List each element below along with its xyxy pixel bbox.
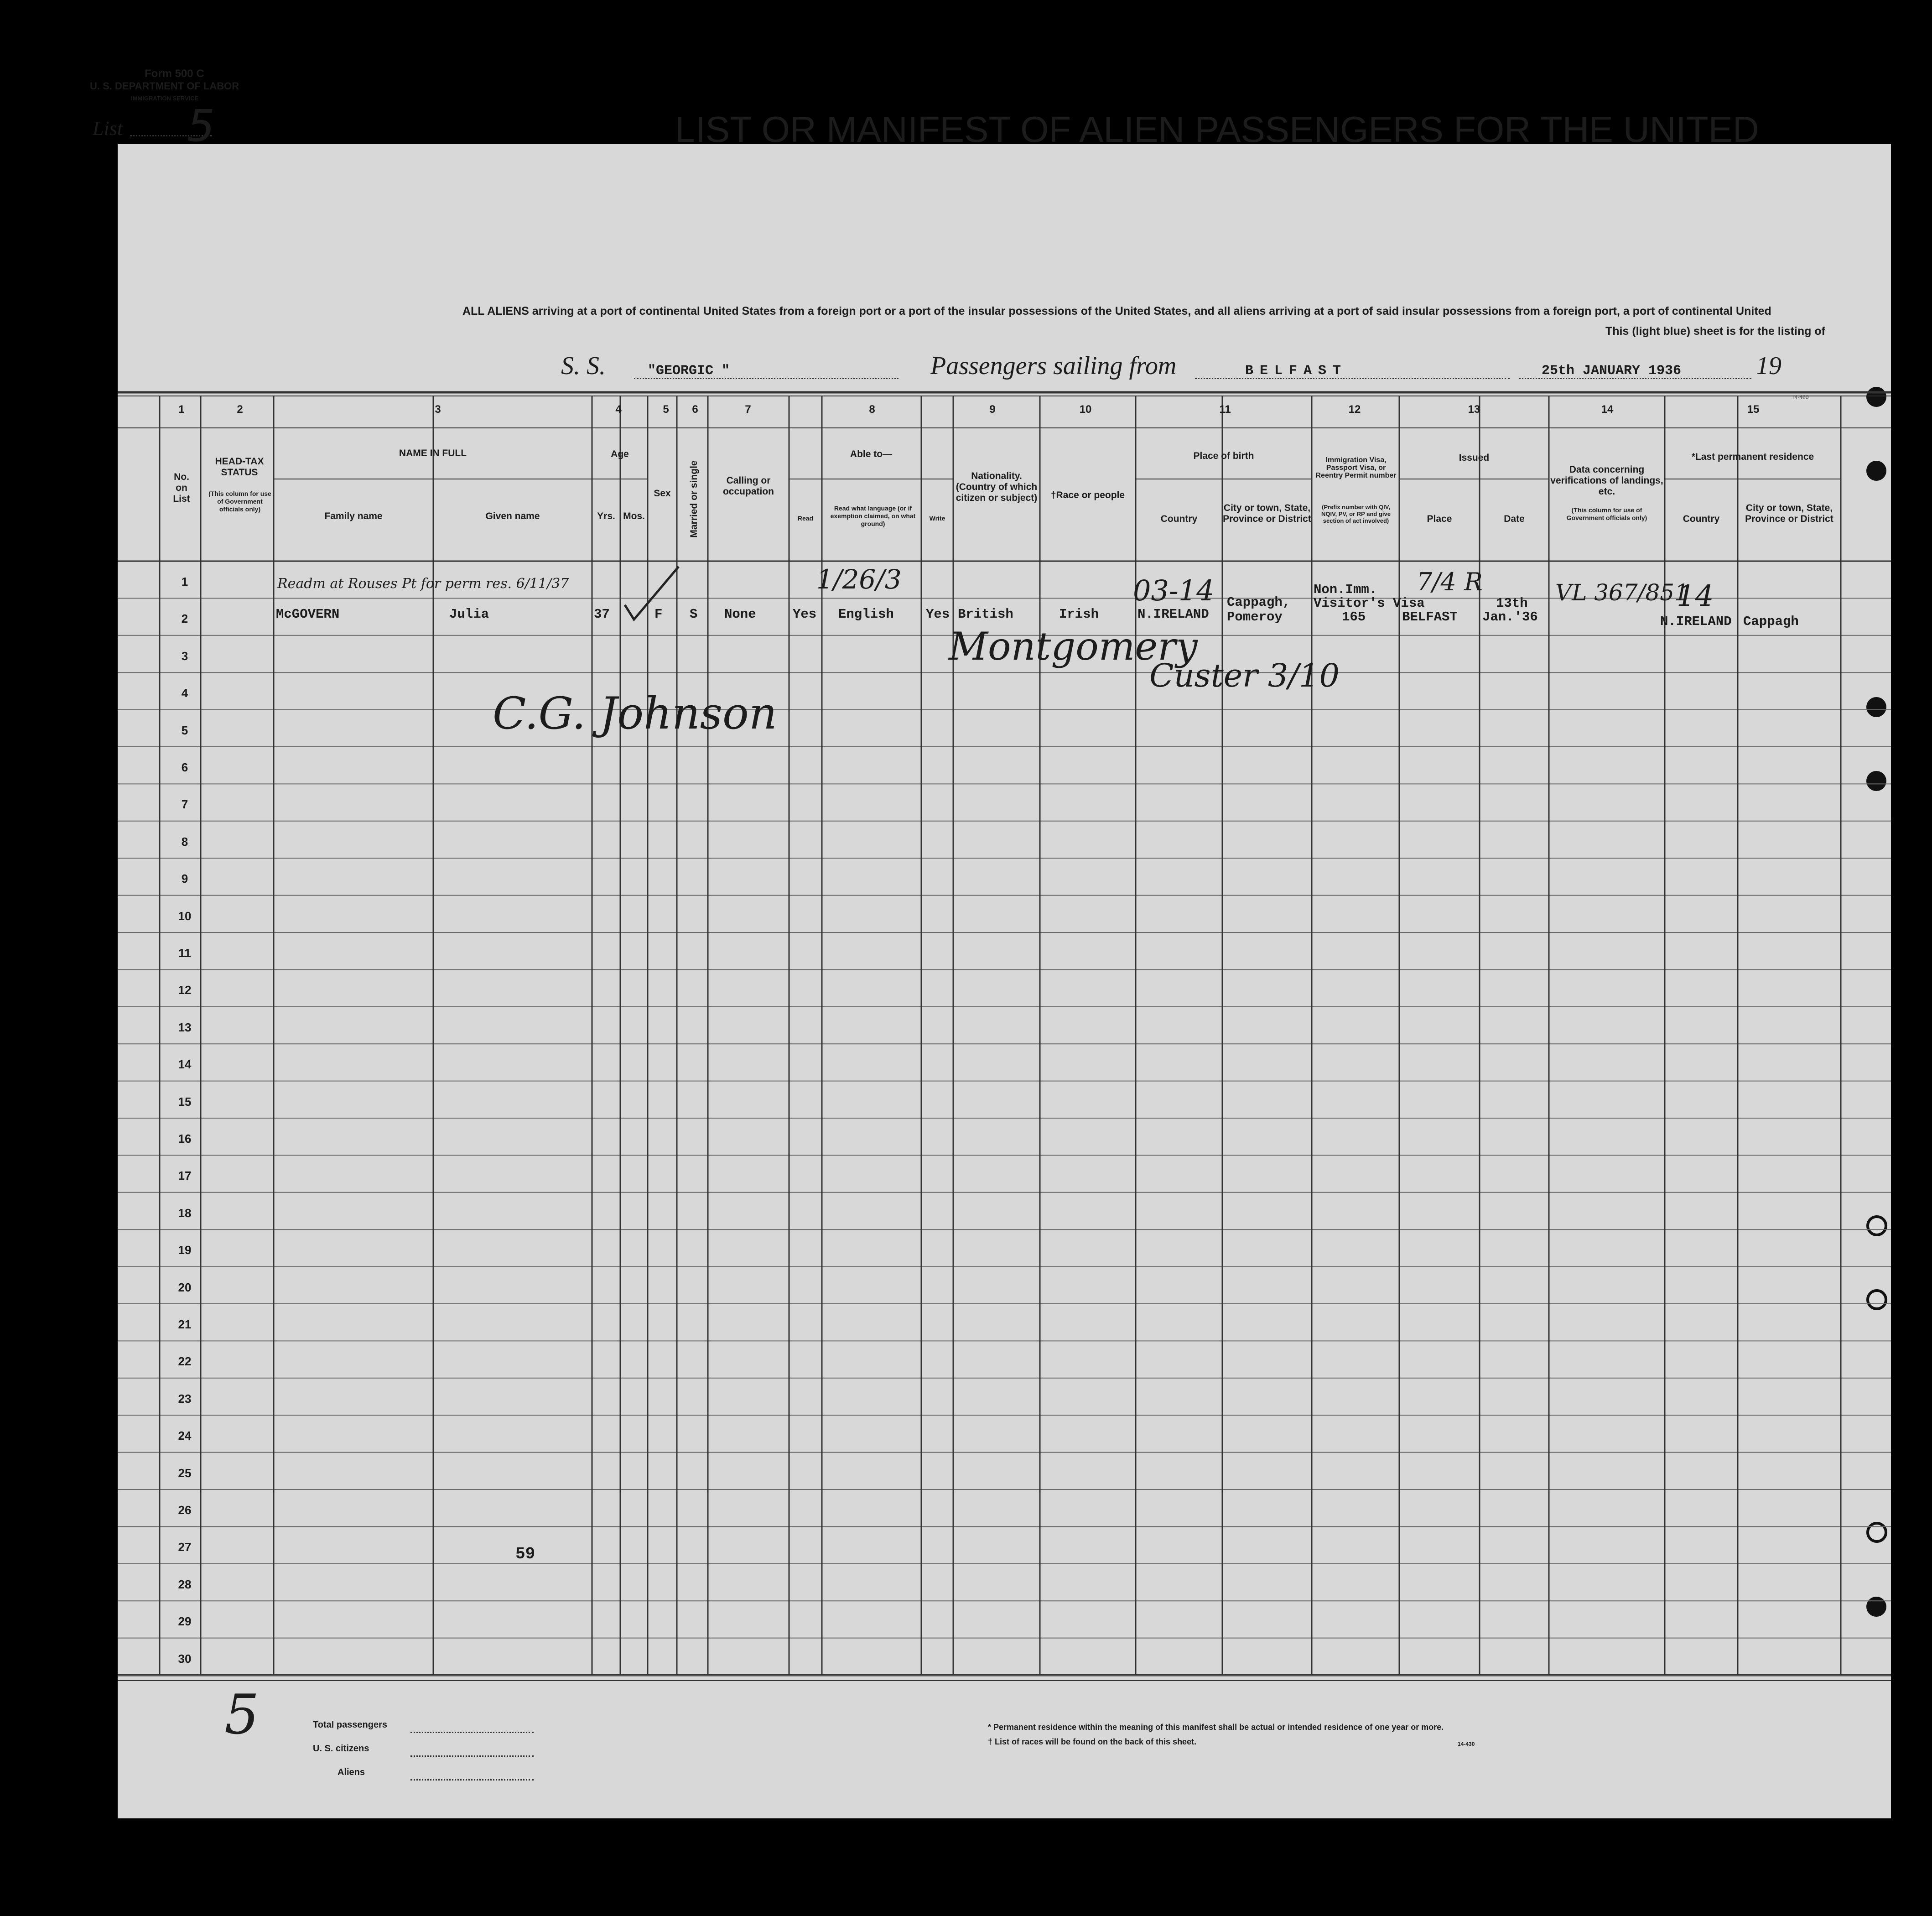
col-header-read: Read (797, 515, 814, 522)
col-num-7: 7 (745, 403, 751, 416)
row-number: 25 (178, 1466, 192, 1480)
list-label: List (93, 117, 123, 140)
family-name-cell: McGOVERN (276, 607, 340, 622)
verification-handwritten-note: VL 367/851 (1555, 579, 1689, 606)
issued-date-cell-2: Jan.'36 (1482, 609, 1538, 625)
us-citizens-label: U. S. citizens (313, 1744, 369, 1754)
issued-handwritten-note: 7/4 R (1417, 568, 1483, 596)
row-number: 13 (178, 1020, 192, 1034)
row-number: 28 (178, 1577, 192, 1591)
total-passengers-line (410, 1732, 534, 1733)
issued-place-cell: BELFAST (1402, 609, 1458, 625)
col-header-age: Age (611, 449, 629, 459)
row-number: 1 (181, 575, 188, 588)
row-number: 30 (178, 1651, 192, 1666)
footer-code: 14-430 (1458, 1741, 1475, 1747)
col-header-birth-country: Country (1160, 514, 1198, 524)
sailing-date: 25th JANUARY 1936 (1542, 363, 1682, 379)
race-cell: Irish (1059, 607, 1099, 622)
instruction-line-2: This (light blue) sheet is for the listing of (1605, 325, 1825, 338)
row-number: 21 (178, 1317, 192, 1331)
ss-label: S. S. (561, 352, 606, 380)
residence-handwritten-note: 14 (1677, 579, 1714, 613)
form-number: Form 500 C (145, 68, 204, 80)
footnote-residence: * Permanent residence within the meaning of this manifest shall be actual or intended residence of one year or more. (988, 1723, 1444, 1732)
row-number: 9 (181, 872, 188, 886)
row-number: 14 (178, 1057, 192, 1072)
col-header-able: Able to— (850, 449, 893, 459)
row-number: 15 (178, 1094, 192, 1109)
col-num-13: 13 (1468, 403, 1480, 416)
visa-cell-3: 165 (1342, 609, 1366, 625)
service-name: IMMIGRATION SERVICE (131, 95, 199, 102)
language-handwritten-note: 1/26/3 (816, 564, 902, 595)
col-header-given-name: Given name (485, 511, 540, 521)
col-header-headtax: HEAD-TAX STATUS (215, 456, 264, 478)
list-number: 5 (187, 100, 215, 151)
footer-handwritten-mark: 5 (224, 1683, 260, 1747)
col-header-visa-note: (Prefix number with QIV, NQIV, PV, or RP and give section of act involved) (1321, 504, 1391, 524)
ship-name: "GEORGIC " (648, 363, 730, 379)
department-name: U. S. DEPARTMENT OF LABOR (90, 80, 239, 92)
signature-custer: Custer 3/10 (1149, 657, 1340, 694)
row-number: 16 (178, 1132, 192, 1145)
col-num-3: 3 (435, 403, 441, 416)
col-header-write: Write (929, 515, 945, 522)
row-number: 27 (178, 1540, 192, 1554)
col-num-12: 12 (1348, 403, 1361, 416)
col-header-birth-city: City or town, State, Province or District (1223, 503, 1311, 524)
col-num-15: 15 (1747, 403, 1760, 416)
col-header-nationality: Nationality. (Country of which citizen or subject) (956, 471, 1038, 503)
row-number: 5 (181, 723, 188, 737)
year-prefix: 19 (1756, 352, 1781, 380)
col-header-age-yrs: Yrs. (597, 511, 615, 521)
age-yrs-cell: 37 (594, 607, 610, 622)
col-num-6: 6 (692, 403, 698, 416)
total-passengers-label: Total passengers (313, 1720, 388, 1730)
col-num-2: 2 (237, 403, 243, 416)
row-number: 24 (178, 1429, 192, 1443)
col-header-married: Married or single (689, 460, 699, 538)
row-number: 10 (178, 909, 192, 923)
col-header-issued-place: Place (1427, 514, 1452, 524)
row-number: 2 (181, 612, 188, 626)
signature-montgomery: Montgomery (949, 624, 1198, 669)
birth-city-cell-1: Cappagh, (1227, 595, 1291, 610)
write-cell: Yes (926, 607, 950, 622)
col-header-verification-note: (This column for use of Government officials only) (1566, 506, 1647, 521)
issued-date-cell-1: 13th (1496, 596, 1528, 611)
row-number: 12 (178, 983, 192, 997)
col-header-visa: Immigration Visa, Passport Visa, or Reentry Permit number (1315, 456, 1397, 479)
birth-handwritten-note: 03-14 (1133, 574, 1215, 607)
col-header-verification: Data concerning verifications of landings, etc. (1550, 464, 1663, 497)
row-number: 3 (181, 649, 188, 663)
col-num-8: 8 (869, 403, 875, 416)
col-header-occupation: Calling or occupation (722, 475, 774, 497)
read-cell: Yes (793, 607, 817, 622)
row-number: 11 (178, 946, 191, 960)
col-header-res-country: Country (1683, 514, 1720, 524)
col-header-family-name: Family name (324, 511, 383, 521)
corner-code: 14-460 (1792, 394, 1809, 401)
col-num-4: 4 (615, 403, 622, 416)
row-number: 17 (178, 1169, 192, 1183)
occupation-cell: None (724, 607, 756, 622)
col-num-5: 5 (663, 403, 669, 416)
row28-note: 59 (515, 1545, 535, 1563)
col-num-9: 9 (989, 403, 996, 416)
given-name-cell: Julia (449, 607, 489, 622)
row-number: 7 (181, 797, 188, 812)
birth-country-cell: N.IRELAND (1137, 607, 1209, 622)
col-header-last-residence: *Last permanent residence (1691, 452, 1814, 462)
col-header-headtax-note: (This column for use of Government officials only) (208, 490, 271, 513)
residence-city-cell: Cappagh (1743, 614, 1799, 629)
col-header-name: NAME IN FULL (399, 448, 467, 458)
col-header-res-city: City or town, State, Province or District (1745, 503, 1833, 524)
col-num-14: 14 (1601, 403, 1614, 416)
col-header-read-language: Read what language (or if exemption claimed, on what ground) (830, 505, 916, 527)
col-num-1: 1 (178, 403, 185, 416)
row-number: 26 (178, 1503, 192, 1517)
row-number: 19 (178, 1243, 192, 1257)
aliens-label: Aliens (338, 1767, 365, 1777)
port-name: BELFAST (1245, 363, 1348, 379)
row-number: 6 (181, 760, 188, 774)
instruction-line-1: ALL ALIENS arriving at a port of continental United States from a foreign port or a port of the insular possessions of the United States, and all aliens arriving at a port of said insular possessions from a foreign port, a port of continental United (462, 305, 1771, 318)
col-num-11: 11 (1219, 403, 1231, 416)
language-cell: English (838, 607, 894, 622)
col-num-10: 10 (1079, 403, 1092, 416)
col-header-age-mos: Mos. (623, 511, 645, 521)
col-header-birthplace: Place of birth (1193, 451, 1254, 461)
nationality-cell: British (958, 607, 1013, 622)
sailing-label: Passengers sailing from (930, 352, 1177, 380)
col-header-sex: Sex (654, 488, 671, 499)
row-number: 29 (178, 1614, 192, 1629)
visa-cell-2: Visitor's Visa (1314, 596, 1425, 611)
marital-cell: S (690, 607, 698, 622)
us-citizens-line (410, 1755, 534, 1757)
footnote-races: † List of races will be found on the back of this sheet. (988, 1737, 1197, 1746)
row-number: 23 (178, 1391, 192, 1406)
row-number: 8 (181, 834, 188, 849)
row-number: 18 (178, 1206, 192, 1220)
col-header-issued: Issued (1459, 453, 1490, 463)
page-title: LIST OR MANIFEST OF ALIEN PASSENGERS FOR THE UNITED (675, 109, 1759, 150)
signature-johnson: C.G. Johnson (493, 688, 777, 739)
row-number: 4 (181, 686, 188, 700)
checkmark-icon (620, 564, 684, 628)
residence-country-cell: N.IRELAND (1660, 614, 1732, 629)
sex-cell: F (654, 607, 663, 622)
readmission-note: Readm at Rouses Pt for perm res. 6/11/37 (277, 576, 569, 592)
visa-cell-1: Non.Imm. (1314, 582, 1377, 597)
col-header-no: No. on List (173, 472, 190, 504)
birth-city-cell-2: Pomeroy (1227, 609, 1283, 625)
col-header-race: †Race or people (1050, 490, 1125, 500)
row-number: 22 (178, 1354, 192, 1369)
row-number: 20 (178, 1280, 192, 1294)
aliens-line (410, 1779, 534, 1781)
col-header-issued-date: Date (1504, 514, 1525, 524)
